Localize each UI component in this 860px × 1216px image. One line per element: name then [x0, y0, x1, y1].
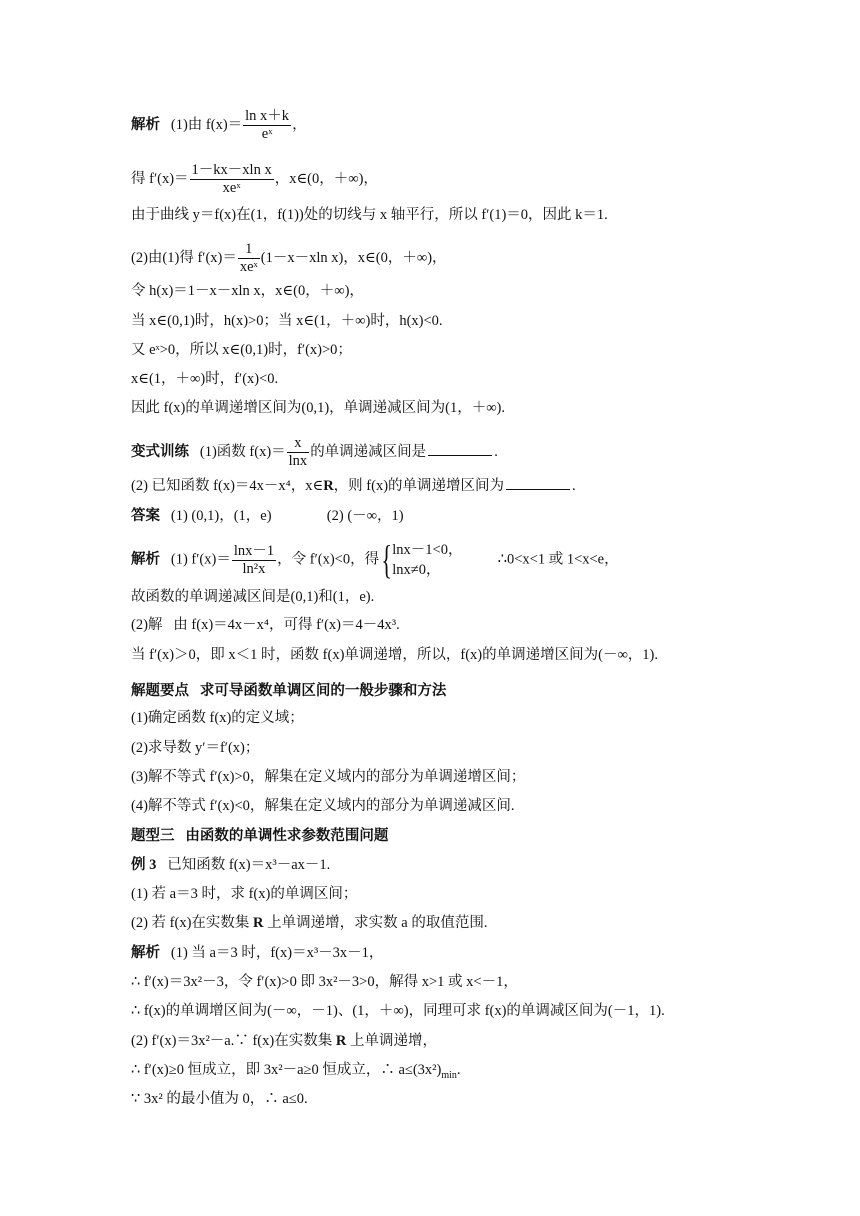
line-21: (4)解不等式 f′(x)<0，解集在定义域内的部分为单调递减区间.: [131, 798, 515, 814]
line-3: 由于曲线 y＝f(x)在(1，f(1))处的切线与 x 轴平行，所以 f′(1)＝0，因此 k＝1.: [131, 207, 608, 223]
fraction: $\frac{x}{\ln x}$: [288, 435, 308, 469]
label-jiexi: 解析: [131, 945, 160, 961]
line-27: ∴ f′(x)＝3x²－3，令 f′(x)>0 即 3x²－3>0，解得 x>1 或 x<－1，: [131, 974, 518, 990]
line-30: ∴ f′(x)≥0 恒成立，即 3x²－a≥0 恒成立，∴ $a\le(3x^2)_{min}$.: [131, 1062, 461, 1081]
label-example: 例 3: [131, 857, 157, 873]
line-24: (1) 若 a＝3 时，求 f(x)的单调区间；: [131, 886, 358, 902]
line-1: 解析 (1)由 f(x)＝ $\frac{\text{ln x＋k}}{\text{eˣ}}$ ，: [131, 108, 307, 142]
label-answer: 答案: [131, 508, 160, 524]
line-16: 当 f′(x)＞0，即 x＜1 时，函数 f(x)单调递增，所以，f(x)的单调递增区间为(－∞，1).: [131, 647, 658, 663]
line-14: 故函数的单调递减区间是(0,1)和(1，e).: [131, 589, 375, 605]
line-4: (2)由(1)得 f′(x)＝ $\frac{1}{\text{xeˣ}}$ (1－x－xln x)，x∈(0，＋∞)，: [131, 241, 447, 275]
line-8: x∈(1，＋∞)时，f′(x)<0.: [131, 371, 279, 387]
label-bianshi: 变式训练: [131, 443, 189, 460]
line-5: 令 h(x)＝1－x－xln x，x∈(0，＋∞)，: [131, 283, 364, 299]
brace-icon: {: [381, 537, 392, 582]
answer-blank: [506, 477, 570, 490]
line-31: ∵ 3x² 的最小值为 0，∴ a≤0.: [131, 1091, 308, 1107]
fraction: $\frac{\text{ln x＋k}}{\text{eˣ}}$: [245, 108, 290, 142]
line-23: 例 3 已知函数 f(x)＝x³－ax－1.: [131, 857, 331, 873]
line-20: (3)解不等式 f′(x)>0，解集在定义域内的部分为单调递增区间；: [131, 769, 526, 785]
line-2: 得 f′(x)＝ $\frac{\text{1－kx－xln x}}{\text{xeˣ}}$ ，x∈(0，＋∞)，: [131, 162, 378, 196]
line-15: (2)解 由 f(x)＝4x－x⁴，可得 f′(x)＝4－4x³.: [131, 617, 400, 633]
line-29: (2) f′(x)＝3x²－a.∵ f(x)在实数集 R 上单调递增，: [131, 1033, 437, 1049]
line-13: 解析 (1) f′(x)＝ $\frac{\ln x-1}{\text{ln²x}}$ ，令 f′(x)<0，得{ lnx－1<0， lnx≠0， ∴0<x<1 或 1<x<e，: [131, 537, 619, 582]
label-jiexi: 解析: [131, 551, 160, 568]
line-12: 答案 (1) (0,1)，(1，e) (2) (－∞，1): [131, 508, 404, 524]
label-tixing: 题型三: [131, 828, 175, 844]
fraction: $\frac{\text{1－kx－xln x}}{\text{xeˣ}}$: [191, 162, 272, 196]
line-7: 又 eˣ>0，所以 x∈(0,1)时，f′(x)>0；: [131, 342, 352, 358]
case-system: lnx－1<0， lnx≠0，: [392, 542, 463, 578]
line-11: (2) 已知函数 f(x)＝4x－x⁴，x∈R，则 f(x)的单调递增区间为 .: [131, 478, 576, 494]
fraction: $\frac{\ln x-1}{\text{ln²x}}$: [233, 542, 275, 577]
line-6: 当 x∈(0,1)时，h(x)>0；当 x∈(1，＋∞)时，h(x)<0.: [131, 313, 443, 329]
line-18: (1)确定函数 f(x)的定义域；: [131, 710, 304, 726]
line-28: ∴ f(x)的单调增区间为(－∞，－1)、(1，＋∞)，同理可求 f(x)的单调减区间为(－1，1).: [131, 1003, 665, 1019]
label-jiexi: 解析: [131, 116, 160, 133]
line-17: 解题要点 求可导函数单调区间的一般步骤和方法: [131, 683, 447, 699]
line-26: 解析 (1) 当 a＝3 时，f(x)＝x³－3x－1，: [131, 945, 384, 961]
line-10: 变式训练 (1)函数 f(x)＝ $\frac{x}{\ln x}$ 的单调递减区间是 .: [131, 435, 498, 469]
fraction: $\frac{1}{\text{xeˣ}}$: [239, 241, 258, 275]
line-9: 因此 f(x)的单调递增区间为(0,1)，单调递减区间为(1，＋∞).: [131, 400, 506, 416]
answer-blank: [428, 443, 492, 456]
line-25: (2) 若 f(x)在实数集 R 上单调递增，求实数 a 的取值范围.: [131, 915, 488, 931]
label-yaodian: 解题要点: [131, 683, 189, 699]
line-22: 题型三 由函数的单调性求参数范围问题: [131, 828, 389, 844]
line-19: (2)求导数 y′＝f′(x)；: [131, 740, 260, 756]
